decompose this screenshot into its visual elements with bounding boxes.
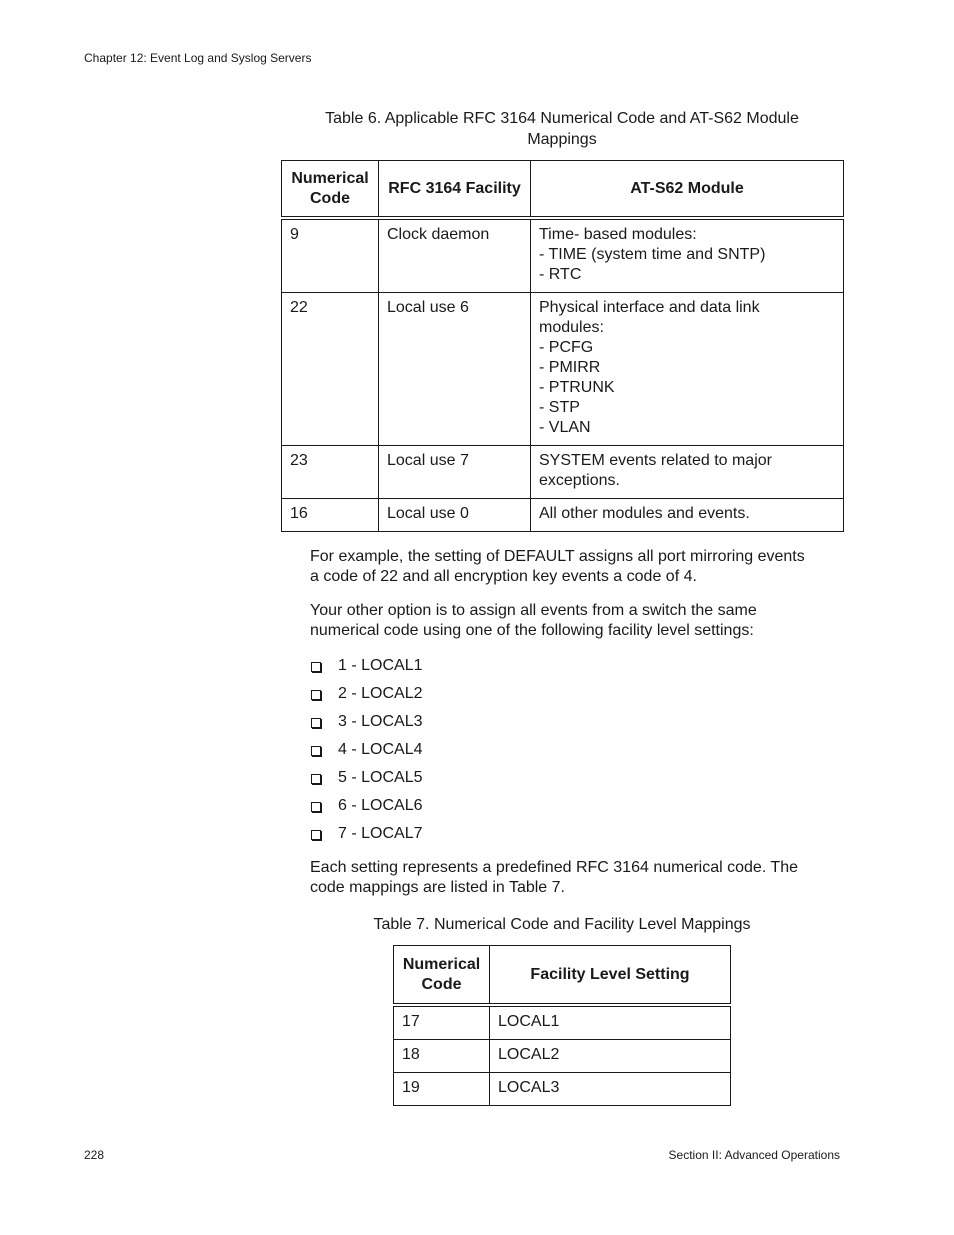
list-item-label: 2 - LOCAL2 [338, 685, 423, 702]
cell-level: LOCAL2 [490, 1040, 731, 1073]
list-item [310, 740, 422, 768]
checkbox-bullet-icon [311, 802, 321, 812]
table6-caption [282, 108, 842, 150]
module-line: - TIME (system time and SNTP) [539, 246, 766, 263]
facility-level-table [393, 945, 731, 1106]
paragraph-line: For example, the setting of DEFAULT assigns all port mirroring events [310, 548, 805, 565]
running-head: Chapter 12: Event Log and Syslog Servers [84, 51, 312, 65]
table-row [282, 446, 844, 499]
header-text: Code [310, 189, 350, 207]
header-numerical-code [282, 161, 379, 219]
checkbox-bullet-icon [311, 718, 321, 728]
checkbox-bullet-icon [311, 830, 321, 840]
cell-code: 9 [282, 218, 379, 293]
list-item [310, 824, 422, 852]
list-item-label: 1 - LOCAL1 [338, 657, 423, 674]
list-item-label: 7 - LOCAL7 [338, 825, 423, 842]
cell-module [531, 293, 844, 446]
checkbox-bullet-icon [311, 746, 321, 756]
table-header-row [282, 161, 844, 219]
list-item [310, 796, 422, 824]
cell-code: 23 [282, 446, 379, 499]
mapping-paragraph [310, 858, 850, 898]
cell-level: LOCAL1 [490, 1005, 731, 1040]
table-header-row [394, 946, 731, 1006]
header-text: Numerical [402, 955, 481, 973]
module-line: - VLAN [539, 419, 591, 436]
paragraph-line: a code of 22 and all encryption key events a code of 4. [310, 568, 697, 585]
table-row [394, 1005, 731, 1040]
list-item [310, 684, 422, 712]
cell-code: 19 [394, 1073, 490, 1106]
checkbox-bullet-icon [311, 774, 321, 784]
cell-facility: Local use 7 [379, 446, 531, 499]
module-line: - RTC [539, 266, 582, 283]
cell-facility: Clock daemon [379, 218, 531, 293]
cell-code: 17 [394, 1005, 490, 1040]
cell-level: LOCAL3 [490, 1073, 731, 1106]
header-numerical-code [394, 946, 490, 1006]
cell-code: 16 [282, 499, 379, 532]
cell-facility: Local use 0 [379, 499, 531, 532]
module-line: - PTRUNK [539, 379, 615, 396]
paragraph-line: Each setting represents a predefined RFC 3164 numerical code. The [310, 859, 798, 876]
module-line: - PMIRR [539, 359, 601, 376]
table-row [282, 499, 844, 532]
table-row [282, 218, 844, 293]
header-text: Numerical [291, 169, 369, 187]
cell-module [531, 499, 844, 532]
module-line: SYSTEM events related to major [539, 452, 772, 469]
list-item [310, 712, 422, 740]
cell-code: 22 [282, 293, 379, 446]
header-rfc-facility: RFC 3164 Facility [379, 161, 531, 219]
module-line: Time- based modules: [539, 226, 697, 243]
list-item-label: 6 - LOCAL6 [338, 797, 423, 814]
module-line: Physical interface and data link [539, 299, 760, 316]
paragraph-line: Your other option is to assign all events from a switch the same [310, 602, 757, 619]
table7-caption: Table 7. Numerical Code and Facility Level Mappings [373, 916, 751, 933]
cell-code: 18 [394, 1040, 490, 1073]
page-number: 228 [84, 1148, 105, 1162]
module-line: - PCFG [539, 339, 594, 356]
table-row [394, 1040, 731, 1073]
table6-caption-line: Mappings [527, 131, 597, 148]
list-item [310, 656, 422, 684]
module-line: modules: [539, 319, 604, 336]
paragraph-line: numerical code using one of the following facility level settings: [310, 622, 754, 639]
paragraph-line: code mappings are listed in Table 7. [310, 879, 565, 896]
list-item-label: 3 - LOCAL3 [338, 713, 423, 730]
table-row [282, 293, 844, 446]
table-row [394, 1073, 731, 1106]
facility-module-table [281, 160, 844, 532]
header-text: Code [421, 975, 462, 993]
header-module: AT-S62 Module [531, 161, 844, 219]
checkbox-bullet-icon [311, 662, 321, 672]
list-item-label: 5 - LOCAL5 [338, 769, 423, 786]
section-title: Section II: Advanced Operations [668, 1148, 840, 1162]
cell-facility: Local use 6 [379, 293, 531, 446]
module-line: All other modules and events. [539, 505, 750, 522]
table6-caption-line: Table 6. Applicable RFC 3164 Numerical Code and AT-S62 Module [325, 110, 799, 127]
option-paragraph [310, 601, 850, 641]
facility-settings-list [310, 656, 422, 852]
list-item [310, 768, 422, 796]
list-item-label: 4 - LOCAL4 [338, 741, 423, 758]
cell-module [531, 218, 844, 293]
cell-module [531, 446, 844, 499]
module-line: - STP [539, 399, 580, 416]
example-paragraph [310, 547, 850, 587]
checkbox-bullet-icon [311, 690, 321, 700]
module-line: exceptions. [539, 472, 620, 489]
header-facility-level: Facility Level Setting [490, 946, 731, 1006]
